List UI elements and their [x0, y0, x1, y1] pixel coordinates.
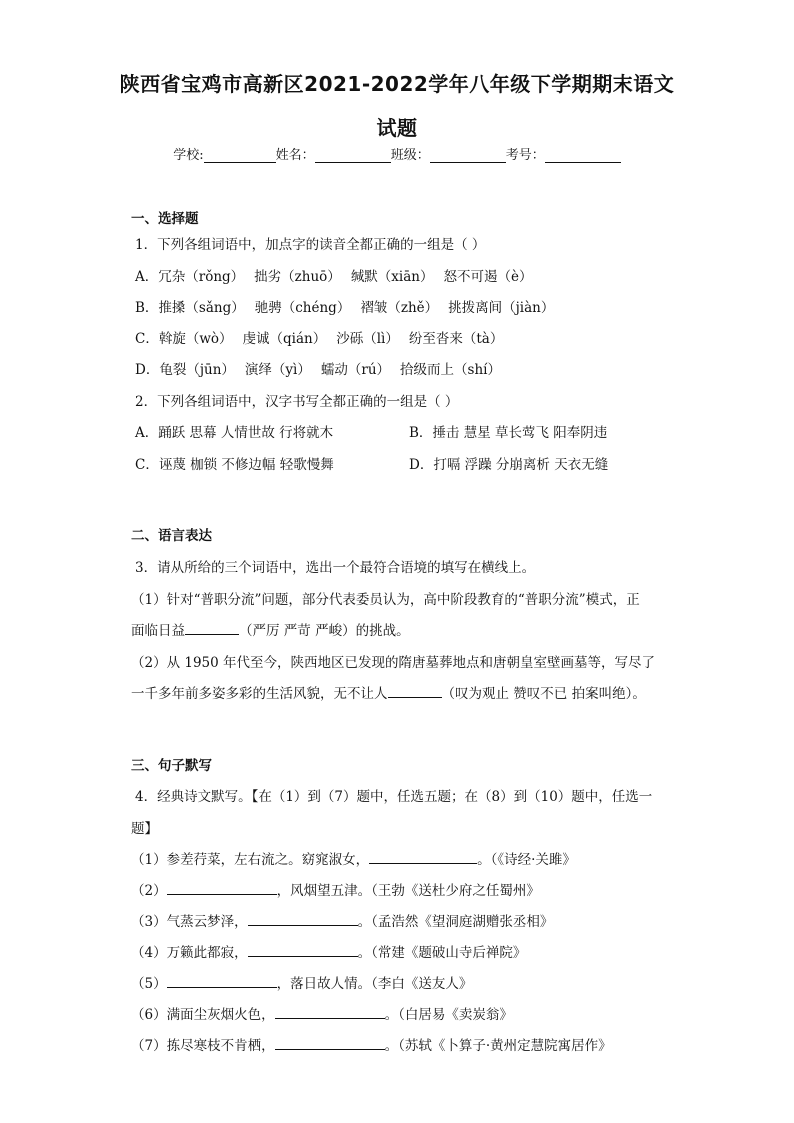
q4-item-3 [131, 910, 553, 930]
q1-c-word3: 沙砾（lì） [336, 331, 399, 347]
q4-item5-pre: （5） [131, 976, 167, 992]
q1-c-word2: 虔诚（qián） [242, 331, 327, 347]
q2-option-a[interactable]: A．踊跃 思幕 人情世故 行将就木 [135, 425, 334, 441]
q4-item1-blank[interactable] [369, 850, 477, 864]
q4-item-1 [131, 848, 576, 868]
q4-stem-line1: 4．经典诗文默写。【在（1）到（7）题中，任选五题；在（8）到（10）题中，任选一 [135, 789, 653, 805]
name-label: 姓名： [275, 148, 315, 163]
number-label: 考号： [505, 148, 545, 163]
q4-item7-blank[interactable] [275, 1036, 385, 1050]
q3-part1-blank[interactable] [185, 621, 239, 635]
q4-item-5 [131, 972, 472, 992]
q1-option-a[interactable] [135, 265, 533, 285]
q1-b-word3: 褶皱（zhě） [360, 300, 439, 316]
q4-item-4 [131, 941, 526, 961]
q4-item4-post: 。（常建《题破山寺后禅院》 [357, 945, 527, 961]
section1-heading: 一、选择题 [131, 211, 199, 227]
q4-item3-pre: （3）气蒸云梦泽， [131, 914, 248, 930]
q1-option-c[interactable] [135, 327, 503, 347]
q3-part2-blank[interactable] [388, 684, 442, 698]
q4-item2-pre: （2） [131, 883, 167, 899]
q1-c-word1: C．斡旋（wò） [135, 331, 233, 347]
q3-part2-text-a: 一千多年前多姿多彩的生活风貌，无不让人 [131, 686, 388, 702]
q4-item6-blank[interactable] [275, 1005, 385, 1019]
q4-item6-post: 。（白居易《卖炭翁》 [384, 1007, 513, 1023]
q1-a-word1: A．冗杂（rǒng） [135, 269, 245, 285]
q3-part1-text-a: 面临日益 [131, 623, 185, 639]
q2-stem: 2．下列各组词语中，汉字书写全都正确的一组是（ ） [135, 394, 459, 410]
q2-option-d[interactable]: D．打嗝 浮躁 分崩离析 天衣无缝 [409, 457, 609, 473]
q4-item5-post: ，落日故人情。（李白《送友人》 [276, 976, 473, 992]
q4-item4-pre: （4）万籁此都寂， [131, 945, 248, 961]
q4-item3-blank[interactable] [248, 912, 358, 926]
q4-item-2 [131, 879, 540, 899]
q1-a-word4: 怒不可遏（è） [443, 269, 533, 285]
q2-option-c[interactable]: C．诬蔑 枷锁 不修边幅 轻歌慢舞 [135, 457, 334, 473]
class-blank[interactable] [430, 148, 506, 163]
student-info-row [0, 144, 794, 163]
q1-option-d[interactable] [135, 358, 501, 378]
q4-item7-post: 。（苏轼《卜算子·黄州定慧院寓居作》 [384, 1038, 612, 1054]
q3-part1-text-b: （严厉 严苛 严峻）的挑战。 [239, 623, 410, 639]
section3-heading: 三、句子默写 [131, 758, 212, 774]
q4-item5-blank[interactable] [167, 974, 277, 988]
q1-a-word3: 缄默（xiān） [350, 269, 434, 285]
q3-part2-text-b: （叹为观止 赞叹不已 拍案叫绝）。 [441, 686, 646, 702]
q4-item2-blank[interactable] [167, 881, 277, 895]
number-blank[interactable] [545, 148, 621, 163]
school-label: 学校: [173, 148, 204, 163]
q1-a-word2: 拙劣（zhuō） [254, 269, 341, 285]
q1-d-word3: 蠕动（rú） [320, 362, 391, 378]
name-blank[interactable] [315, 148, 391, 163]
school-blank[interactable] [204, 148, 276, 163]
q2-option-b[interactable]: B．捶击 慧星 草长莺飞 阳奉阴违 [409, 425, 608, 441]
q4-item1-pre: （1）参差荇菜，左右流之。窈窕淑女， [131, 852, 370, 868]
q1-d-word4: 拾级而上（shí） [400, 362, 501, 378]
q3-part1-line2 [131, 619, 410, 639]
q1-b-word4: 挑拨离间（jiàn） [448, 300, 555, 316]
exam-title-line1: 陕西省宝鸡市高新区2021-2022学年八年级下学期期末语文 [119, 72, 675, 96]
class-label: 班级： [390, 148, 430, 163]
q4-item1-post: 。（《诗经·关雎》 [477, 852, 576, 868]
q4-item4-blank[interactable] [248, 943, 358, 957]
q4-item2-post: ，风烟望五津。（王勃《送杜少府之任蜀州》 [276, 883, 540, 899]
q1-d-word1: D．龟裂（jūn） [135, 362, 235, 378]
q1-c-word4: 纷至沓来（tà） [408, 331, 504, 347]
q3-stem: 3．请从所给的三个词语中，选出一个最符合语境的填写在横线上。 [135, 560, 536, 576]
q4-stem-line2: 题】 [131, 821, 158, 837]
exam-title-line2: 试题 [376, 116, 418, 140]
q4-item-6 [131, 1003, 513, 1023]
q3-part2-line1: （2）从 1950 年代至今，陕西地区已发现的隋唐墓葬地点和唐朝皇室壁画墓等，写尽了 [131, 655, 656, 671]
q1-option-b[interactable] [135, 296, 554, 316]
q1-b-word2: 驰骋（chéng） [254, 300, 351, 316]
section2-heading: 二、语言表达 [131, 528, 212, 544]
q4-item7-pre: （7）拣尽寒枝不肯栖， [131, 1038, 275, 1054]
q3-part2-line2 [131, 682, 646, 702]
q4-item6-pre: （6）满面尘灰烟火色， [131, 1007, 275, 1023]
q4-item-7 [131, 1034, 612, 1054]
q1-stem: 1．下列各组词语中，加点字的读音全都正确的一组是（ ） [135, 237, 486, 253]
q4-item3-post: 。（孟浩然《望洞庭湖赠张丞相》 [357, 914, 554, 930]
q1-d-word2: 演绎（yì） [244, 362, 311, 378]
q1-b-word1: B．推搡（sǎng） [135, 300, 245, 316]
q3-part1-line1: （1）针对“普职分流”问题，部分代表委员认为，高中阶段教育的“普职分流”模式，正 [131, 592, 640, 608]
